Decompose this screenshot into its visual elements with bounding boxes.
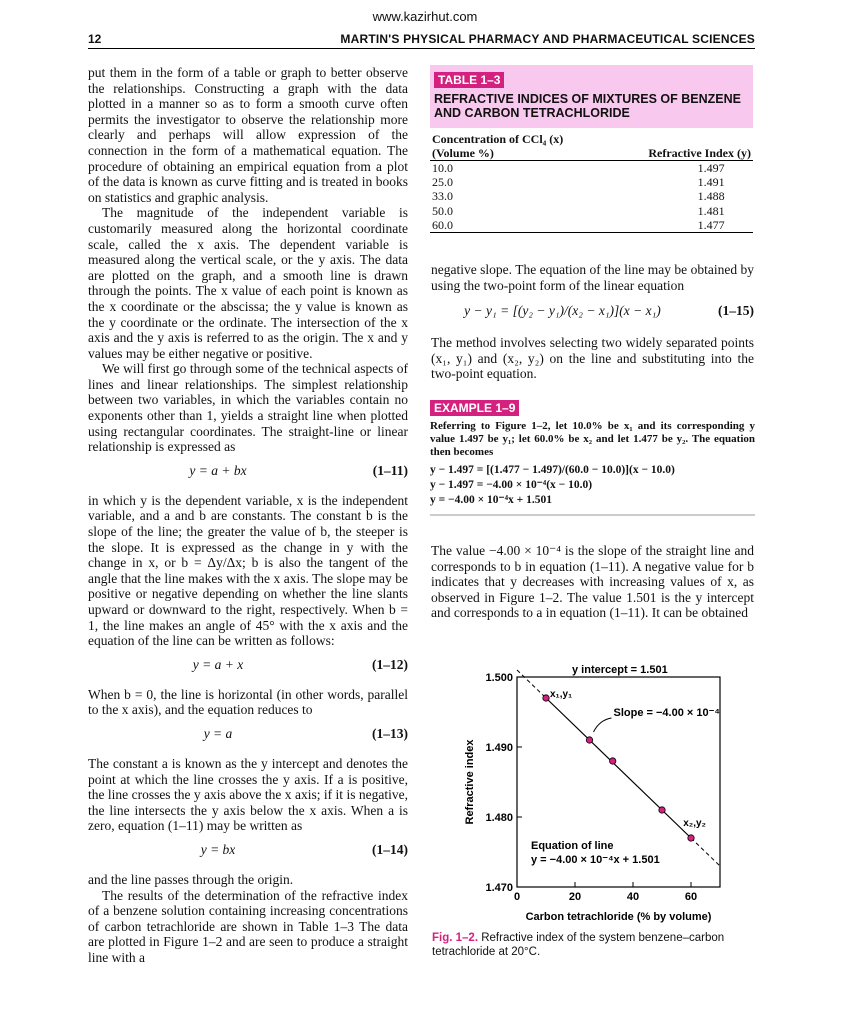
example-label: EXAMPLE 1–9 <box>430 400 519 416</box>
paragraph: negative slope. The equation of the line may be obtained by using the two-point form of the linear equation <box>431 262 754 293</box>
page-number: 12 <box>88 32 102 46</box>
table-cell: 1.488 <box>697 189 725 204</box>
extrapolation-line <box>691 838 720 866</box>
table-cell: 1.477 <box>697 217 725 232</box>
equation-text: y = a + x <box>192 656 244 672</box>
paragraph: We will first go through some of the technical aspects of lines and linear relationships. The simplest relationship between two variables, in which the variables contain no exponents other than 1, yields a straight line when plotted using rectangular coordinates. The straight-line or linear relationship is expressed as <box>88 361 408 455</box>
equation-1-12 <box>88 657 408 679</box>
table-cell: 10.0 <box>432 161 453 175</box>
example-text: Referring to Figure 1–2, let 10.0% be x₁ and its corresponding y value 1.497 be y₁; let 60.0% be x₂ and let 1.477 be y₂. The equation then becomes <box>430 420 755 458</box>
paragraph: and the line passes through the origin. <box>88 871 294 887</box>
paragraph: When b = 0, the line is horizontal (in other words, parallel to the x axis), and the equation reduces to <box>88 686 408 718</box>
x-tick-label: 20 <box>568 891 582 903</box>
table-cell: 1.481 <box>697 203 725 218</box>
data-point <box>543 695 549 701</box>
paragraph: The magnitude of the independent variable is customarily measured along the horizontal coordinate scale, called the x axis. The dependent variable is measured along the vertical scale, or the y axis. The data are plotted on the graph, and a smooth line is drawn through the points. The x value of each point is known as the x coordinate or the abscissa; the y value is known as the y coordinate or the ordinate. The intersection of the x axis and the y axis is referred to as the origin. The x and y values may be either negative or positive. <box>88 205 408 361</box>
table-header-band <box>430 65 753 128</box>
table-row <box>430 189 753 203</box>
figure-1-2-chart <box>455 655 755 925</box>
book-title: MARTIN'S PHYSICAL PHARMACY AND PHARMACEUTICAL SCIENCES <box>340 32 755 46</box>
equation-text: y − y₁ = [(y₂ − y₁)/(x₂ − x₁)](x − x₁) <box>464 303 661 319</box>
paragraph: The constant a is known as the y intercept and denotes the point at which the line crosses the y axis. If a is positive, the line crosses the y axis above the x axis; if it is negative, the line intersects the y axis below the x axis. When a is zero, equation (1–11) may be written as <box>88 755 408 834</box>
site-url[interactable]: www.kazirhut.com <box>372 9 478 24</box>
x-tick-label: 40 <box>626 891 640 903</box>
table-label: TABLE 1–3 <box>434 72 504 88</box>
table-cell: 1.497 <box>697 161 725 175</box>
divider <box>430 514 755 516</box>
table-cell: 25.0 <box>432 175 453 190</box>
example-1-9 <box>430 399 755 516</box>
paragraph: The results of the determination of the refractive index of a benzene solution containing increasing concentrations of carbon tetrachloride are shown in Table 1–3 The data are plotted in Figure 1–2 and are seen to produce a straight line with a <box>88 887 408 965</box>
paragraph: The method involves selecting two widely separated points (x₁, y₁) and (x₂, y₂) on the line and substituting into the two-point equation. <box>431 335 754 382</box>
equation-number: (1–15) <box>718 303 754 319</box>
example-eq-line: y − 1.497 = −4.00 × 10⁻⁴(x − 10.0) <box>430 479 593 491</box>
y-tick-label: 1.480 <box>485 812 513 824</box>
slope-pointer <box>594 718 612 732</box>
equation-number: (1–11) <box>372 462 408 478</box>
table-row <box>430 161 753 176</box>
data-point <box>586 737 592 743</box>
right-column-top <box>431 262 754 382</box>
data-point <box>659 807 665 813</box>
intercept-label: y intercept = 1.501 <box>572 664 668 676</box>
equation-label: y = −4.00 × 10⁻⁴x + 1.501 <box>531 854 660 866</box>
left-column <box>88 65 408 966</box>
figure-caption <box>432 931 754 959</box>
y-tick-label: 1.500 <box>485 672 513 684</box>
running-header <box>88 32 755 49</box>
point-label-1: x₁,y₁ <box>550 689 573 700</box>
equation-title: Equation of line <box>531 840 614 852</box>
y-tick-label: 1.470 <box>485 882 513 894</box>
extrapolation-line <box>517 670 546 698</box>
x-tick-label: 0 <box>513 891 521 903</box>
equation-1-14 <box>88 842 408 864</box>
example-eq-line: y − 1.497 = [(1.477 − 1.497)/(60.0 − 10.0)](x − 10.0) <box>430 464 675 476</box>
data-point <box>688 835 694 841</box>
column-header: Refractive Index (y) <box>608 132 753 161</box>
data-table <box>430 132 753 233</box>
table-row <box>430 218 753 233</box>
equation-1-13 <box>88 726 408 748</box>
equation-text: y = bx <box>200 841 236 857</box>
table-cell: 1.491 <box>697 175 725 190</box>
caption-text: Refractive index of the system benzene–carbon tetrachloride at 20°C. <box>432 932 725 958</box>
equation-1-11 <box>88 463 408 485</box>
equation-text: y = a + bx <box>189 462 247 478</box>
y-tick-label: 1.490 <box>485 742 513 754</box>
table-title: REFRACTIVE INDICES OF MIXTURES OF BENZENE AND CARBON TETRACHLORIDE <box>434 92 741 120</box>
paragraph: put them in the form of a table or graph to better observe the relationships. Constructing a graph with the data plotted in a manner so as to form a smooth curve often permits the investigator to observe the relationship more clearly and perhaps will allow expression of the connection in the form of a mathematical equation. The procedure of obtaining an empirical equation from a plot of the data is known as curve fitting and is treated in books on statistics and graphic analysis. <box>88 65 408 205</box>
example-equations <box>430 463 755 508</box>
table-row <box>430 204 753 218</box>
caption-number: Fig. 1–2. <box>432 932 479 944</box>
example-eq-line: y = −4.00 × 10⁻⁴x + 1.501 <box>430 494 552 506</box>
point-label-2: x₂,y₂ <box>683 818 706 829</box>
right-column-bottom <box>431 543 754 621</box>
paragraph: The value −4.00 × 10⁻⁴ is the slope of the straight line and corresponds to b in equation (1–11). A negative value for b indicates that y decreases with increasing values of x, as observed in Figure 1–2. The value 1.501 is the y intercept and corresponds to a in equation (1–11). It can be obtained <box>431 543 754 621</box>
slope-label: Slope = −4.00 × 10⁻⁴ <box>613 707 720 719</box>
equation-number: (1–14) <box>372 841 408 857</box>
table-cell: 60.0 <box>432 217 453 232</box>
column-header: Concentration of CCl₄ (x) (Volume %) <box>430 132 608 161</box>
paragraph: in which y is the dependent variable, x is the independent variable, and a and b are constants. The constant b is the slope of the line; the greater the value of b, the steeper is the slope. It is expressed as the change in y with the change in x, or b = Δy/Δx; b is also the tangent of the angle that the line makes with the x axis. The slope may be positive or negative depending on whether the line slants upward or downward to the right, respectively. When b = 1, the line makes an angle of 45° with the x axis and the equation of the line can be written as follows: <box>88 492 408 649</box>
table-cell: 33.0 <box>432 189 453 204</box>
table-row <box>430 175 753 189</box>
y-axis-label: Refractive index <box>464 739 476 825</box>
equation-number: (1–12) <box>372 656 408 672</box>
fit-line <box>546 698 691 838</box>
x-tick-label: 60 <box>684 891 698 903</box>
table-1-3 <box>430 65 753 233</box>
equation-number: (1–13) <box>372 725 408 741</box>
x-axis-label: Carbon tetrachloride (% by volume) <box>525 911 712 923</box>
data-point <box>610 758 616 764</box>
equation-1-15 <box>431 303 754 329</box>
table-cell: 50.0 <box>432 203 453 218</box>
equation-text: y = a <box>203 725 233 741</box>
